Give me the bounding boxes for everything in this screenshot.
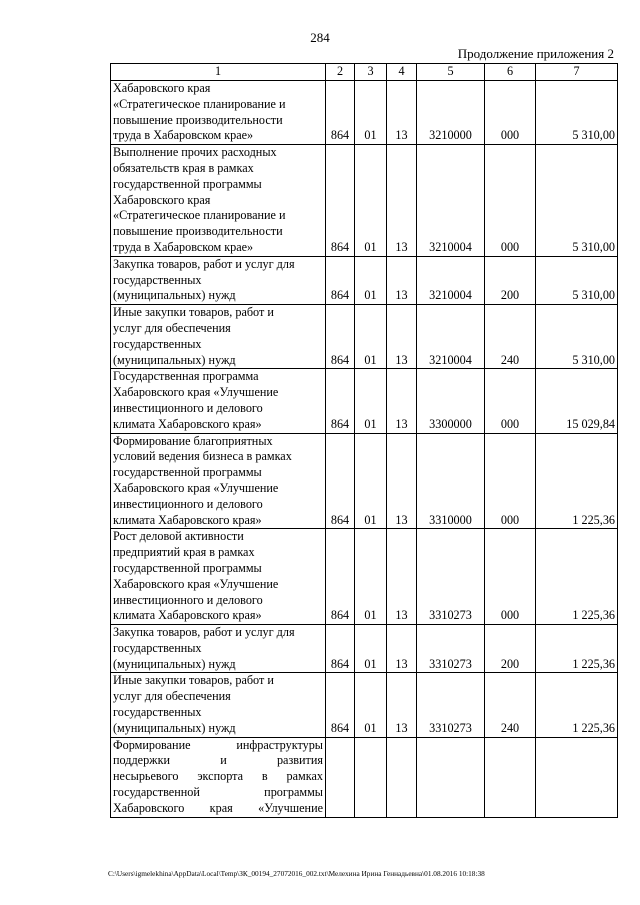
table-row (111, 433, 618, 529)
target-article-code: 3210004 (417, 256, 485, 304)
row-description: Закупка товаров, работ и услуг для государственных (муниципальных) нужд (111, 256, 326, 304)
ministry-code: 864 (326, 145, 355, 257)
amount: 5 310,00 (536, 256, 618, 304)
amount: 5 310,00 (536, 81, 618, 145)
row-description: Государственная программа Хабаровского края «Улучшение инвестиционного и делового климата Хабаровского края» (111, 369, 326, 433)
column-header: 5 (417, 64, 485, 81)
table-row (111, 529, 618, 625)
column-header: 7 (536, 64, 618, 81)
column-header: 1 (111, 64, 326, 81)
expense-type-code: 000 (485, 529, 536, 625)
section-code: 01 (355, 529, 387, 625)
target-article-code: 3310273 (417, 625, 485, 673)
target-article-code: 3310273 (417, 529, 485, 625)
section-code: 01 (355, 145, 387, 257)
expense-type-code: 000 (485, 81, 536, 145)
section-code: 01 (355, 673, 387, 737)
column-header: 6 (485, 64, 536, 81)
section-code (355, 737, 387, 817)
subsection-code: 13 (387, 305, 417, 369)
file-path-footer: C:\Users\igmelekhina\AppData\Local\Temp\ЗК_00194_27072016_002.txt\Мелехина Ирина Геннадьевна\01.08.2016 10:18:38 (108, 869, 485, 878)
amount: 1 225,36 (536, 625, 618, 673)
amount (536, 737, 618, 817)
amount: 1 225,36 (536, 529, 618, 625)
ministry-code: 864 (326, 81, 355, 145)
subsection-code: 13 (387, 625, 417, 673)
ministry-code: 864 (326, 433, 355, 529)
expense-type-code: 200 (485, 256, 536, 304)
budget-table (110, 63, 618, 818)
amount: 5 310,00 (536, 145, 618, 257)
row-description: Рост деловой активности предприятий края в рамках государственной программы Хабаровского края «Улучшение инвестиционного и делового климата Хабаровского края» (111, 529, 326, 625)
section-code: 01 (355, 433, 387, 529)
subsection-code: 13 (387, 369, 417, 433)
expense-type-code: 240 (485, 673, 536, 737)
table-row (111, 256, 618, 304)
expense-type-code: 000 (485, 369, 536, 433)
expense-type-code: 000 (485, 145, 536, 257)
row-description: Иные закупки товаров, работ и услуг для обеспечения государственных (муниципальных) нужд (111, 673, 326, 737)
table-row (111, 145, 618, 257)
row-description: Формирование благоприятных условий ведения бизнеса в рамках государственной программы Хабаровского края «Улучшение инвестиционного и делового климата Хабаровского края» (111, 433, 326, 529)
amount: 15 029,84 (536, 369, 618, 433)
subsection-code (387, 737, 417, 817)
target-article-code: 3210004 (417, 305, 485, 369)
ministry-code: 864 (326, 256, 355, 304)
ministry-code: 864 (326, 369, 355, 433)
amount: 1 225,36 (536, 673, 618, 737)
row-description: Формирование инфраструктуры поддержки и развития несырьевого экспорта в рамках государственной программы Хабаровского края «Улучшение (111, 737, 326, 817)
subsection-code: 13 (387, 81, 417, 145)
target-article-code: 3210004 (417, 145, 485, 257)
row-description: Закупка товаров, работ и услуг для государственных (муниципальных) нужд (111, 625, 326, 673)
continuation-note: Продолжение приложения 2 (457, 46, 614, 61)
row-description: Иные закупки товаров, работ и услуг для обеспечения государственных (муниципальных) нужд (111, 305, 326, 369)
target-article-code (417, 737, 485, 817)
table-row (111, 305, 618, 369)
ministry-code: 864 (326, 673, 355, 737)
subsection-code: 13 (387, 673, 417, 737)
row-description: Хабаровского края «Стратегическое планирование и повышение производительности труда в Хабаровском крае» (111, 81, 326, 145)
section-code: 01 (355, 81, 387, 145)
target-article-code: 3300000 (417, 369, 485, 433)
amount: 1 225,36 (536, 433, 618, 529)
expense-type-code: 240 (485, 305, 536, 369)
column-header: 4 (387, 64, 417, 81)
amount: 5 310,00 (536, 305, 618, 369)
subsection-code: 13 (387, 256, 417, 304)
ministry-code: 864 (326, 529, 355, 625)
column-header: 2 (326, 64, 355, 81)
section-code: 01 (355, 256, 387, 304)
expense-type-code: 200 (485, 625, 536, 673)
section-code: 01 (355, 369, 387, 433)
table-row (111, 625, 618, 673)
expense-type-code (485, 737, 536, 817)
section-code: 01 (355, 625, 387, 673)
table-row (111, 369, 618, 433)
table-row (111, 81, 618, 145)
table-row (111, 737, 618, 817)
target-article-code: 3210000 (417, 81, 485, 145)
column-header: 3 (355, 64, 387, 81)
expense-type-code: 000 (485, 433, 536, 529)
table-row (111, 673, 618, 737)
ministry-code: 864 (326, 625, 355, 673)
page-number: 284 (310, 30, 330, 45)
target-article-code: 3310273 (417, 673, 485, 737)
subsection-code: 13 (387, 433, 417, 529)
subsection-code: 13 (387, 529, 417, 625)
ministry-code: 864 (326, 305, 355, 369)
section-code: 01 (355, 305, 387, 369)
row-description: Выполнение прочих расходных обязательств края в рамках государственной программы Хабаровского края «Стратегическое планирование и повышение производительности труда в Хабаровском крае» (111, 145, 326, 257)
target-article-code: 3310000 (417, 433, 485, 529)
subsection-code: 13 (387, 145, 417, 257)
header-row (111, 64, 618, 81)
ministry-code (326, 737, 355, 817)
